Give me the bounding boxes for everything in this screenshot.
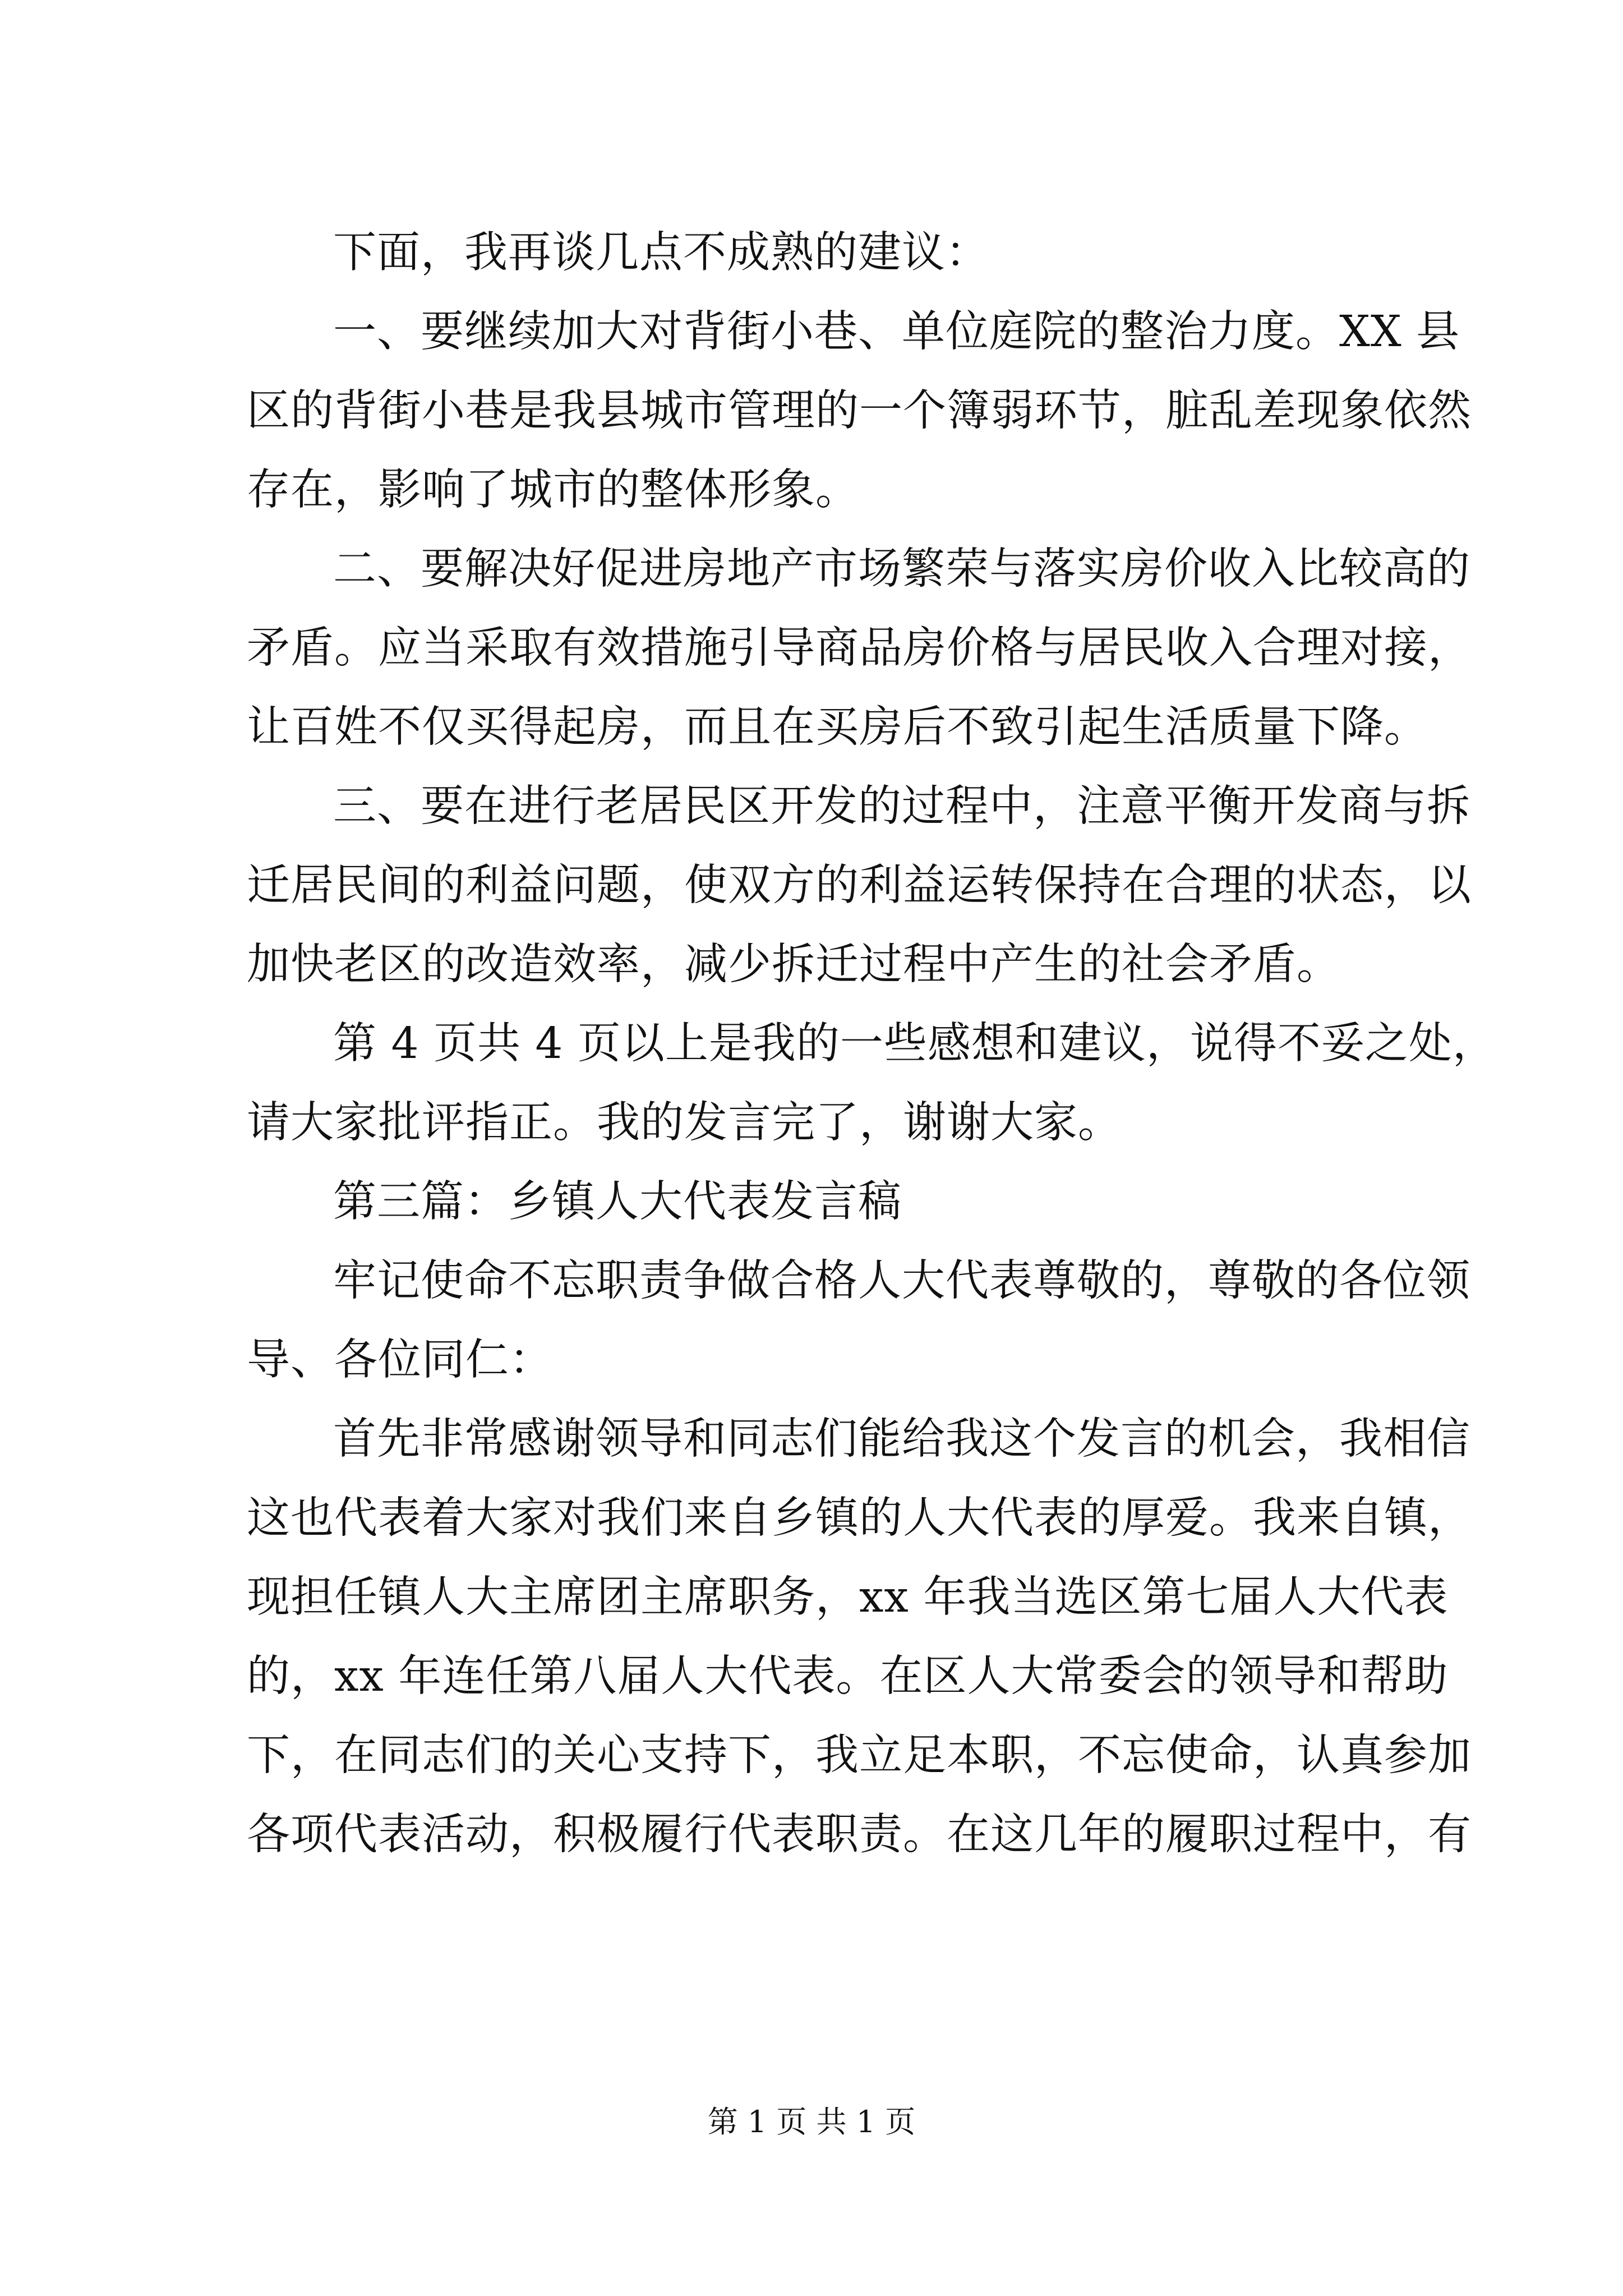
paragraph-8-line-1: 首先非常感谢领导和同志们能给我这个发言的机会，我相信 xyxy=(333,1414,1470,1464)
paragraph-3-line-2: 矛盾。应当采取有效措施引导商品房价格与居民收入合理对接， xyxy=(247,623,1472,673)
paragraph-6-line-1: 第三篇：乡镇人大代表发言稿 xyxy=(333,1177,902,1227)
paragraph-2-line-1: 一、要继续加大对背街小巷、单位庭院的整治力度。XX 县 xyxy=(333,307,1460,357)
paragraph-2-line-2: 区的背街小巷是我县城市管理的一个簿弱环节，脏乱差现象依然 xyxy=(247,386,1472,436)
paragraph-8-line-3: 现担任镇人大主席团主席职务，xx 年我当选区第七届人大代表 xyxy=(247,1572,1449,1622)
paragraph-4-line-2: 迁居民间的利益问题，使双方的利益运转保持在合理的状态，以 xyxy=(247,861,1472,910)
paragraph-3-line-3: 让百姓不仅买得起房，而且在买房后不致引起生活质量下降。 xyxy=(247,702,1428,752)
paragraph-5-line-1: 第 4 页共 4 页以上是我的一些感想和建议，说得不妥之处， xyxy=(333,1019,1496,1069)
page-footer: 第 1 页 共 1 页 xyxy=(707,2104,916,2139)
paragraph-2-line-3: 存在，影响了城市的整体形象。 xyxy=(247,465,859,515)
paragraph-5-line-2: 请大家批评指正。我的发言完了，谢谢大家。 xyxy=(247,1098,1122,1148)
paragraph-4-line-3: 加快老区的改造效率，减少拆迁过程中产生的社会矛盾。 xyxy=(247,940,1340,990)
paragraph-7-line-1: 牢记使命不忘职责争做合格人大代表尊敬的，尊敬的各位领 xyxy=(333,1256,1470,1306)
paragraph-4-line-1: 三、要在进行老居民区开发的过程中，注意平衡开发商与拆 xyxy=(333,781,1470,831)
paragraph-3-line-1: 二、要解决好促进房地产市场繁荣与落实房价收入比较高的 xyxy=(333,544,1470,594)
paragraph-1-line-1: 下面，我再谈几点不成熟的建议： xyxy=(333,228,989,278)
paragraph-7-line-2: 导、各位同仁： xyxy=(247,1335,553,1385)
paragraph-8-line-6: 各项代表活动，积极履行代表职责。在这几年的履职过程中，有 xyxy=(247,1810,1472,1860)
document-body xyxy=(247,213,1496,1874)
paragraph-8-line-2: 这也代表着大家对我们来自乡镇的人大代表的厚爱。我来自镇， xyxy=(247,1493,1472,1543)
paragraph-8-line-5: 下，在同志们的关心支持下，我立足本职，不忘使命，认真参加 xyxy=(247,1731,1472,1780)
paragraph-8-line-4: 的，xx 年连任第八届人大代表。在区人大常委会的领导和帮助 xyxy=(247,1651,1449,1701)
